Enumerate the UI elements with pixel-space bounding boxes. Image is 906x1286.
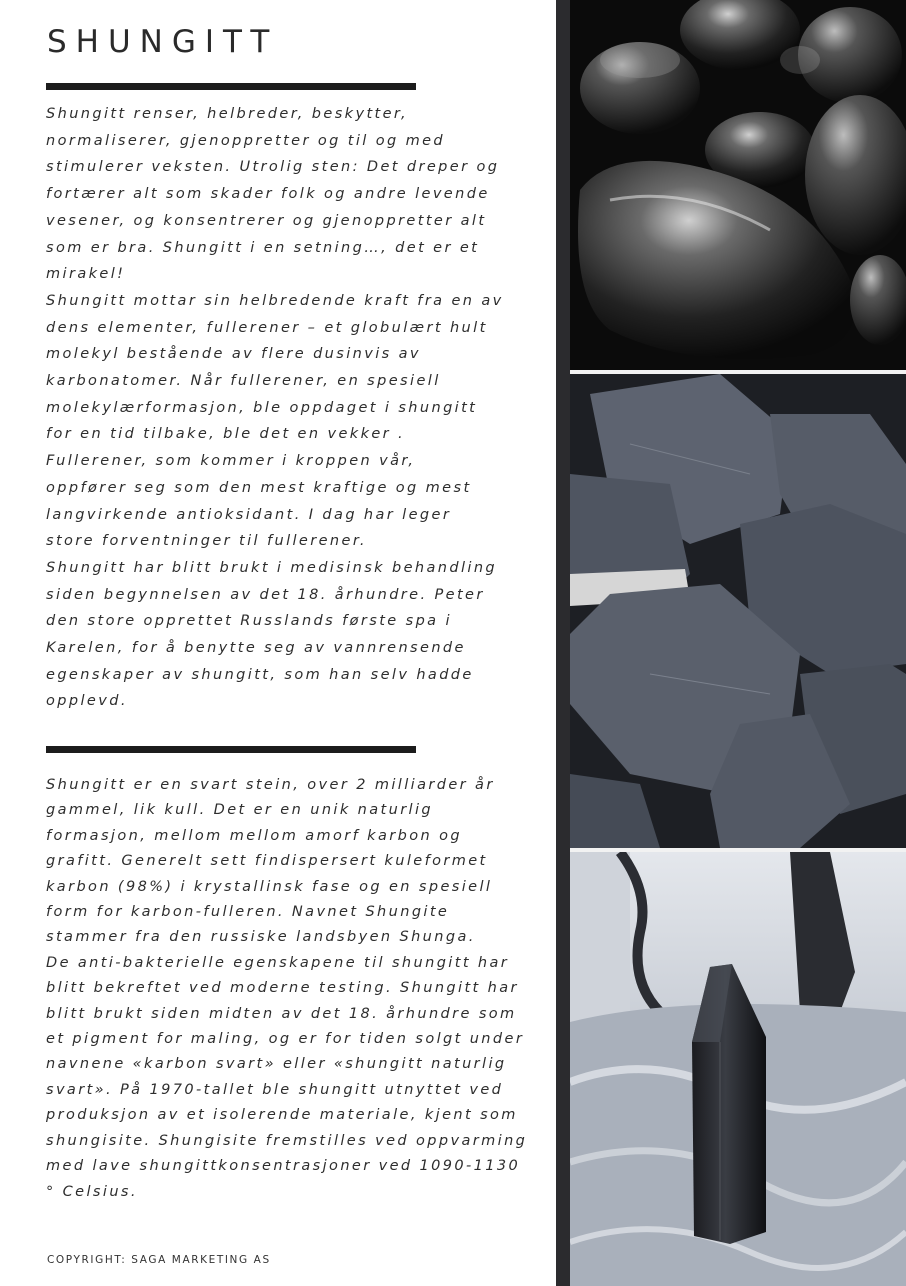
section-divider-rule — [46, 746, 416, 753]
page-title: SHUNGITT — [47, 24, 279, 60]
raw-shungite-rocks-photo — [570, 374, 906, 848]
shungite-crystal-point-photo — [570, 852, 906, 1286]
section-2-text: Shungitt er en svart stein, over 2 milliarder år gammel, lik kull. Det er en unik naturlig formasjon, mellom mellom amorf karbon og grafitt. Generelt sett findispersert kuleformet karbon (98%) i krystallinsk fase og en spesiell form for karbon-fulleren. Navnet Shungite stammer fra den russiske landsbyen Shunga. De anti-bakterielle egenskapene til shungitt har blitt bekreftet ved moderne testing. Shungitt har blitt brukt siden midten av det 18. århundre som et pigment for maling, og er for tiden solgt under navnene «karbon svart» eller «shungitt naturlig svart». På 1970-tallet ble shungitt utnyttet ved produksjon av et isolerende materiale, kjent som shungisite. Shungisite fremstilles ved oppvarming med lave shungittkonsentrasjoner ved 1090-1130 ° Celsius. — [46, 777, 528, 1200]
polished-shungite-stones-photo — [570, 0, 906, 370]
vertical-divider-bar — [556, 0, 570, 1286]
title-underline — [46, 83, 416, 90]
section-1-text: Shungitt renser, helbreder, beskytter, normaliserer, gjenoppretter og til og med stimulerer veksten. Utrolig sten: Det dreper og fortærer alt som skader folk og andre levende vesener, og konsentrerer og gjenoppretter alt som er bra. Shungitt i en setning…, det er et mirakel! Shungitt mottar sin helbredende kraft fra en av dens elementer, fullerener – et globulært hult molekyl bestående av flere dusinvis av karbonatomer. Når fullerener, en spesiell molekylærformasjon, ble oppdaget i shungitt for en tid tilbake, ble det en vekker . Fullerener, som kommer i kroppen vår, oppfører seg som den mest kraftige og mest langvirkende antioksidant. I dag har leger store forventninger til fullerener. Shungitt har blitt brukt i medisinsk behandling siden begynnelsen av det 18. århundre. Peter den store opprettet Russlands første spa i Karelen, for å benytte seg av vannrensende egenskaper av shungitt, som han selv hadde opplevd. — [46, 106, 504, 710]
copyright-notice: COPYRIGHT: SAGA MARKETING AS — [47, 1254, 271, 1266]
